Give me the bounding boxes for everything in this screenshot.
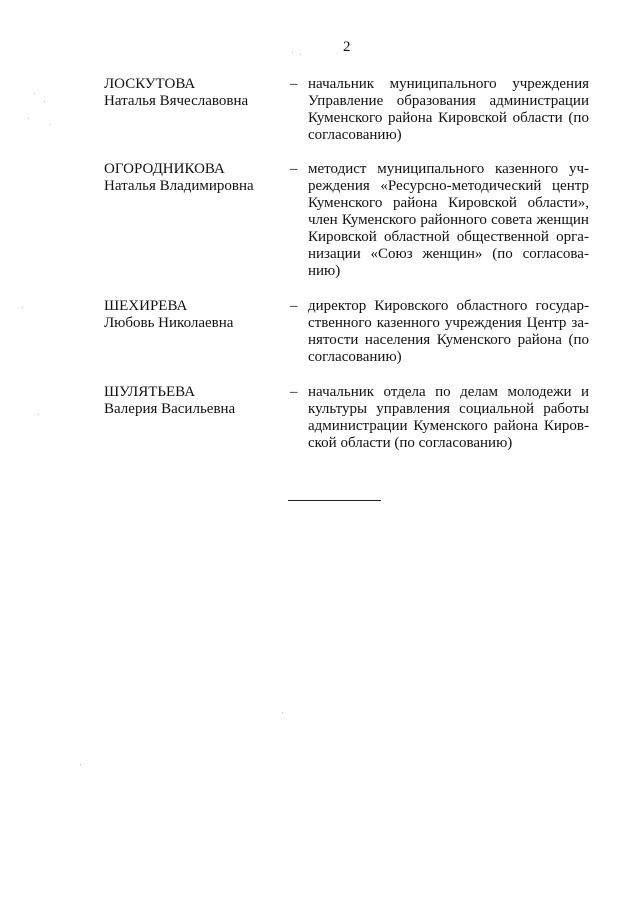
member-description: [308, 161, 589, 280]
scan-speck: [44, 101, 45, 102]
description-line: культуры управления социальной работы: [308, 401, 589, 417]
scan-speck: [50, 124, 51, 125]
member-name: [104, 384, 284, 418]
description-line: реждения «Ресурсно-методический центр: [308, 178, 589, 194]
description-line: начальник отдела по делам молодежи и: [308, 384, 589, 400]
member-surname: ШУЛЯТЬЕВА: [104, 384, 196, 400]
description-line: нятости населения Куменского района (по: [308, 332, 589, 348]
description-line: администрации Куменского района Киров-: [308, 418, 589, 434]
description-line: член Куменского районного совета женщин: [308, 212, 589, 228]
member-name: [104, 298, 284, 332]
member-surname: ЛОСКУТОВА: [104, 76, 196, 92]
description-line: начальник муниципального учреждения: [308, 76, 589, 92]
closing-rule: [288, 500, 381, 501]
page-number: 2: [343, 39, 351, 55]
description-line: согласованию): [308, 127, 402, 143]
member-name: [104, 161, 284, 195]
description-line: Куменского района Кировской области (по: [308, 110, 589, 126]
scan-speck: [80, 764, 81, 765]
scan-speck: [292, 52, 293, 53]
scan-speck: [38, 414, 39, 415]
entry-dash: –: [290, 384, 298, 400]
member-description: [308, 76, 589, 144]
scan-speck: [300, 54, 301, 55]
entry-dash: –: [290, 161, 298, 177]
member-given-names: Наталья Владимировна: [104, 178, 254, 194]
description-line: Управление образования администрации: [308, 93, 589, 109]
member-description: [308, 384, 589, 452]
scan-speck: [28, 118, 29, 119]
member-given-names: Наталья Вячеславовна: [104, 93, 249, 109]
scan-speck: [22, 307, 23, 308]
description-line: согласованию): [308, 349, 402, 365]
description-line: ской области (по согласованию): [308, 435, 513, 451]
description-line: методист муниципального казенного уч-: [308, 161, 589, 177]
member-given-names: Любовь Николаевна: [104, 315, 234, 331]
entry-dash: –: [290, 298, 298, 314]
description-line: нию): [308, 263, 341, 279]
scan-speck: [34, 93, 35, 94]
description-line: Кировской областной общественной орга-: [308, 229, 589, 245]
description-line: Куменского района Кировской области»,: [308, 195, 589, 211]
member-given-names: Валерия Васильевна: [104, 401, 236, 417]
description-line: низации «Союз женщин» (по согласова-: [308, 246, 589, 262]
scan-speck: [282, 712, 283, 713]
member-surname: ОГОРОДНИКОВА: [104, 161, 225, 177]
description-line: ственного казенного учреждения Центр за-: [308, 315, 589, 331]
description-line: директор Кировского областного государ-: [308, 298, 589, 314]
member-name: [104, 76, 284, 110]
entry-dash: –: [290, 76, 298, 92]
member-surname: ШЕХИРЕВА: [104, 298, 188, 314]
member-description: [308, 298, 589, 366]
